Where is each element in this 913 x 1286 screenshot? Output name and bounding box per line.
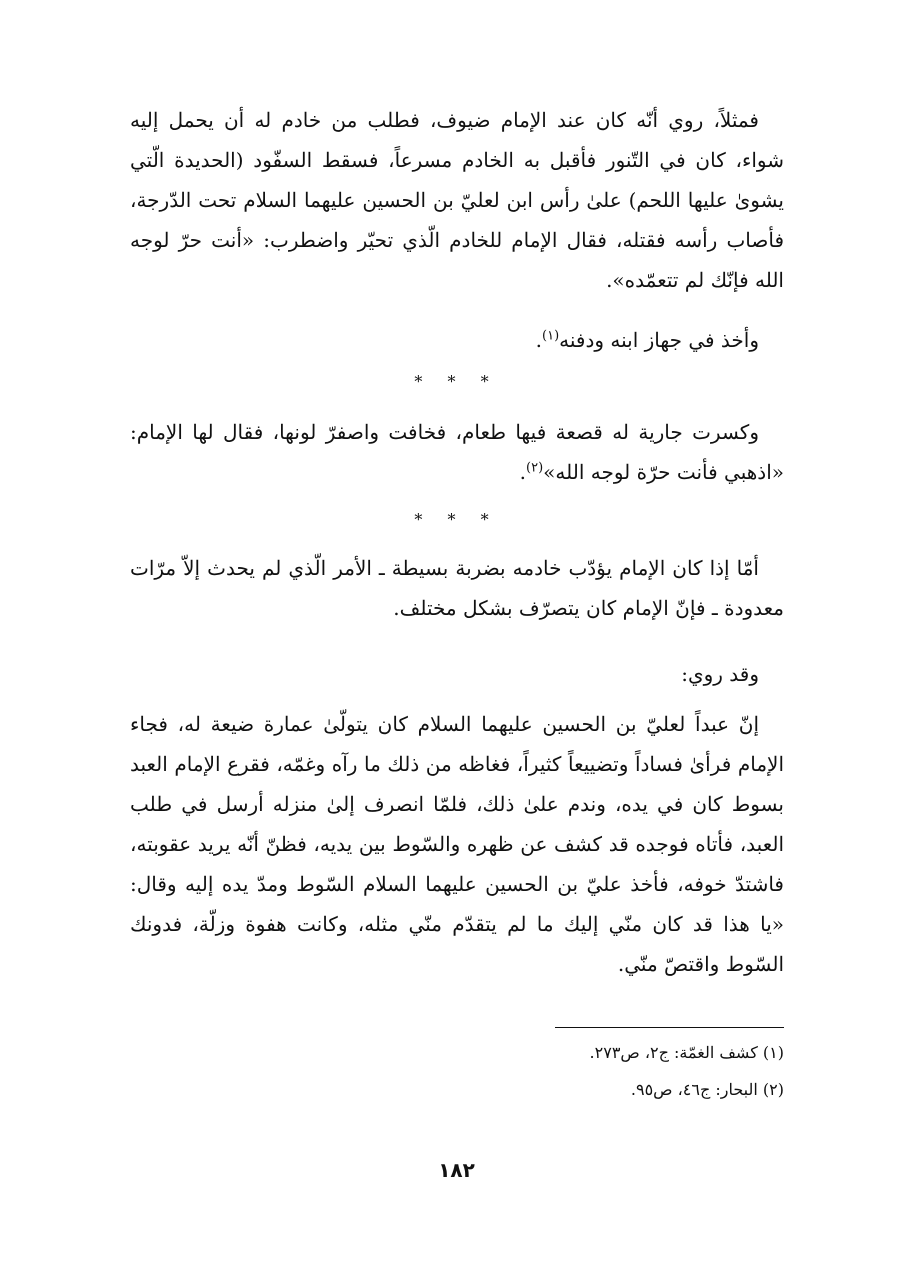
footnote-ref-2: (٢) — [526, 460, 544, 476]
section-separator-2: * * * — [414, 510, 499, 529]
paragraph-maid-bowl — [130, 412, 784, 492]
page-number: ١٨٢ — [438, 1158, 475, 1182]
paragraph-maid-bowl-end: . — [519, 460, 526, 484]
section-separator-1: * * * — [414, 372, 499, 391]
paragraph-burial-text: وأخذ في جهاز ابنه ودفنه — [559, 328, 759, 352]
paragraph-burial-end: . — [535, 328, 543, 352]
paragraph-servant-skewer: فمثلاً، روي أنّه كان عند الإمام ضيوف، فطلب من خادم له أن يحمل إليه شواء، كان في التّنور فأقبل به الخادم مسرعاً، فسقط السفّود (الحديدة الّتي يشوىٰ عليها اللحم) علىٰ رأس ابن لعليّ بن الحسين عليهما السلام تحت الدّرجة، فأصاب رأسه فقتله، فقال الإمام للخادم الّذي تحيّر واضطرب: «أنت حرّ لوجه الله فإنّك لم تتعمّده». — [130, 108, 784, 292]
paragraph-discipline: أمّا إذا كان الإمام يؤدّب خادمه بضربة بسيطة ـ الأمر الّذي لم يحدث إلاّ مرّات معدودة ـ فإنّ الإمام كان يتصرّف بشكل مختلف. — [130, 556, 784, 620]
paragraph-maid-bowl-text: وكسرت جارية له قصعة فيها طعام، فخافت واصفرّ لونها، فقال لها الإمام: «اذهبي فأنت حرّة لوجه الله» — [130, 420, 784, 484]
footnote-2: (٢) البحار: ج٤٦، ص٩٥. — [630, 1080, 784, 1099]
paragraph-servant-whip: إنّ عبداً لعليّ بن الحسين عليهما السلام كان يتولّىٰ عمارة ضيعة له، فجاء الإمام فرأىٰ فساداً وتضييعاً كثيراً، فغاظه من ذلك ما رآه وغمّه، فقرع الإمام العبد بسوط كان في يده، وندم علىٰ ذلك، فلمّا انصرف إلىٰ منزله أرسل في طلب العبد، فأتاه فوجده قد كشف عن ظهره والسّوط بين يديه، فظنّ أنّه يريد عقوبته، فاشتدّ خوفه، فأخذ عليّ بن الحسين عليهما السلام السّوط ومدّ يده إليه وقال: «يا هذا قد كان منّي إليك ما لم يتقدّم منّي مثله، وكانت هفوة وزلّة، فدونك السّوط واقتصّ منّي. — [130, 712, 784, 976]
paragraph-burial — [130, 320, 784, 360]
footnote-1: (١) كشف الغمّة: ج٢، ص٢٧٣. — [589, 1043, 784, 1062]
paragraph-narration-intro: وقد روي: — [681, 662, 759, 686]
footnote-ref-1: (١) — [542, 328, 560, 344]
footnote-divider — [555, 1027, 784, 1028]
